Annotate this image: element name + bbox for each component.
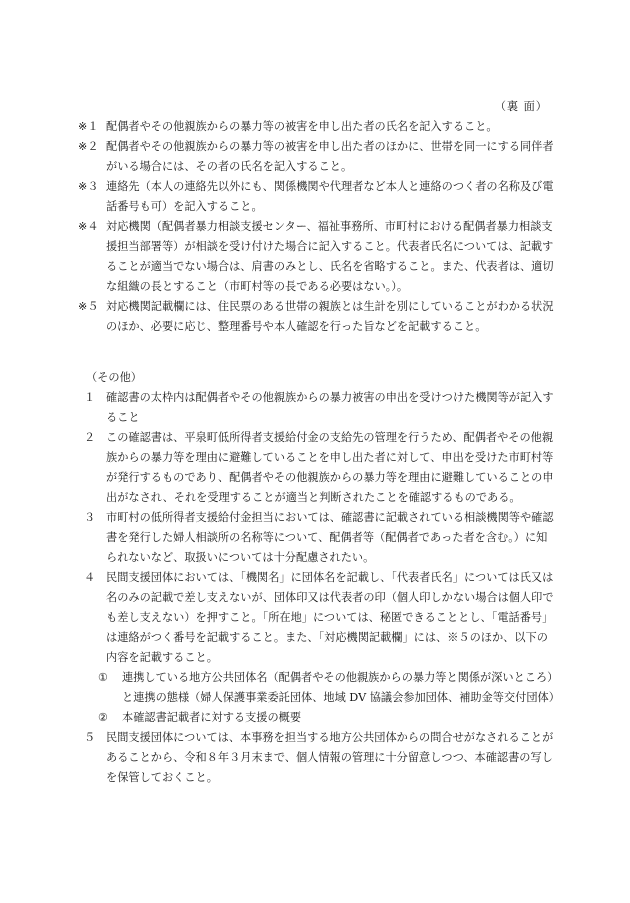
note-text: 対応機関（配偶者暴力相談支援センター、福祉事務所、市町村における配偶者暴力相談支援担当部署等）が相談を受け付けた場合に記入すること。代表者氏名については、記載することが適当でない場合は、肩書のみとし、氏名を省略すること。また、代表者は、適切な組織の長とすること（市町村等の長である必要はない。）。 [106,220,554,293]
sub-item-number: ② [98,711,109,724]
other-item-5 [84,728,558,788]
other-item-4 [84,568,558,668]
note-text: 配偶者やその他親族からの暴力等の被害を申し出た者のほかに、世帯を同一にする同伴者がいる場合には、その者の氏名を記入すること。 [106,140,554,173]
item-number: ３ [84,511,96,524]
other-item-3 [84,508,558,568]
item-number: ２ [84,431,96,444]
note-2 [78,137,558,177]
other-item-1 [84,388,558,428]
item-number: ５ [84,731,96,744]
note-3 [78,177,558,217]
note-4 [78,217,558,297]
note-1 [78,117,558,137]
item-text: 確認書の太枠内は配偶者やその他親族からの暴力被害の申出を受けつけた機関等が記入すること [106,391,554,424]
item-text: この確認書は、平泉町低所得者支援給付金の支給先の管理を行うため、配偶者やその他親族からの暴力等を理由に避難していることを申し出た者に対して、申出を受けた市町村等が発行するものであり、配偶者やその他親族からの暴力等を理由に避難していることの申出がなされ、それを受理することが適当と判断されたことを確認するものである。 [106,431,554,504]
note-text: 配偶者やその他親族からの暴力等の被害を申し出た者の氏名を記入すること。 [106,120,498,133]
notes-section [78,117,558,337]
sub-item-1 [84,668,558,708]
sub-item-2 [84,708,558,728]
other-items-section [84,388,558,788]
item-text: 民間支援団体については、本事務を担当する地方公共団体からの問合せがなされることがあることから、令和８年３月末まで、個人情報の管理に十分留意しつつ、本確認書の写しを保管しておくこと。 [106,731,554,784]
note-mark: ※４ [78,220,99,233]
note-mark: ※２ [78,140,99,153]
item-text: 民間支援団体においては、「機関名」に団体名を記載し、「代表者氏名」については氏又は名のみの記載で差し支えないが、団体印又は代表者の印（個人印しかない場合は個人印でも差し支えない）を押すこと。「所在地」については、秘匿できることとし、「電話番号」は連絡がつく番号を記載すること。また、「対応機関記載欄」には、※５のほか、以下の内容を記載すること。 [106,571,554,664]
sub-item-number: ① [98,671,109,684]
other-item-2 [84,428,558,508]
note-mark: ※１ [78,120,99,133]
sub-item-text: 連携している地方公共団体名（配偶者やその他親族からの暴力等と関係が深いところ）と連携の態様（婦人保護事業委託団体、地域 DV 協議会参加団体、補助金等交付団体） [122,671,560,704]
item-number: １ [84,391,96,404]
item-text: 市町村の低所得者支援給付金担当においては、確認書に記載されている相談機関等や確認書を発行した婦人相談所の名称等について、配偶者等（配偶者であった者を含む。）に知られないなど、取扱いについては十分配慮されたい。 [106,511,554,564]
note-5 [78,297,558,337]
note-mark: ※５ [78,300,99,313]
sub-item-text: 本確認書記載者に対する支援の概要 [122,711,302,724]
page-side-label: （裏 面） [494,100,548,113]
note-text: 対応機関記載欄には、住民票のある世帯の親族とは生計を別にしていることがわかる状況のほか、必要に応じ、整理番号や本人確認を行った旨などを記載すること。 [106,300,554,333]
item-number: ４ [84,571,96,584]
note-text: 連絡先（本人の連絡先以外にも、関係機関や代理者など本人と連絡のつく者の名称及び電話番号も可）を記入すること。 [106,180,554,213]
other-heading: （その他） [86,371,142,384]
note-mark: ※３ [78,180,99,193]
